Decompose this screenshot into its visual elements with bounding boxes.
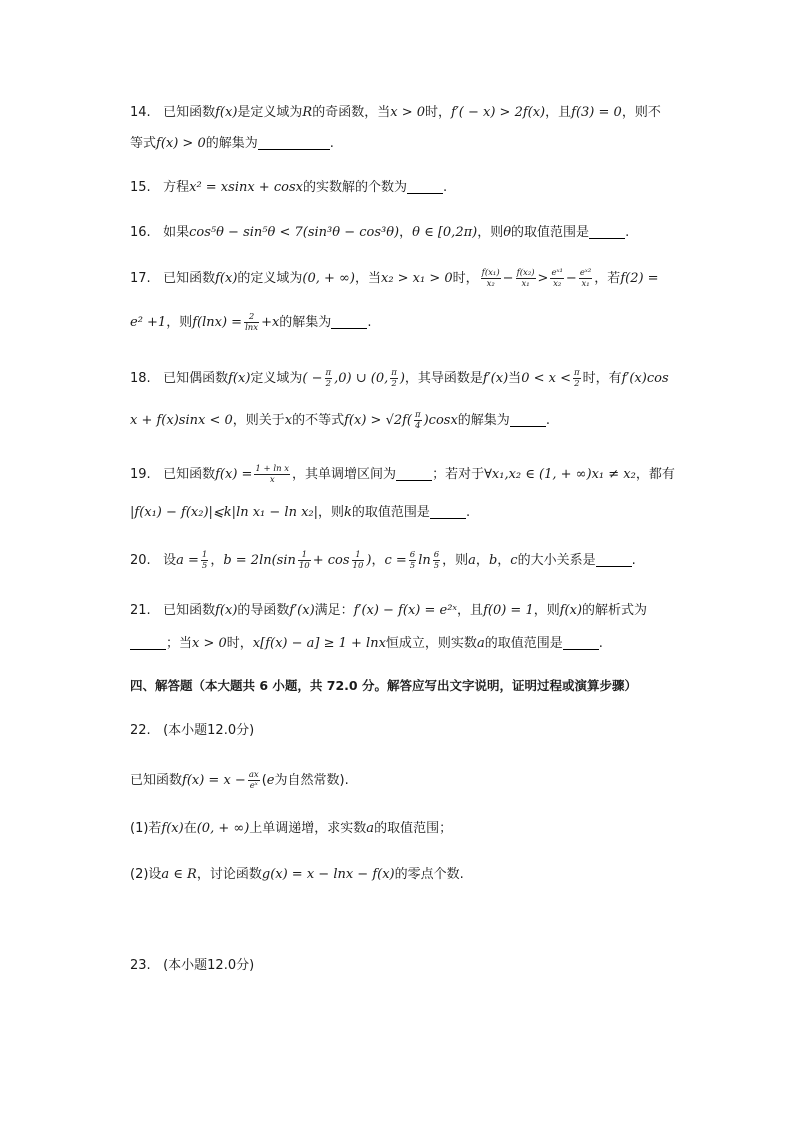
q18-math: f(x) > √2f( (344, 413, 413, 428)
q22-header (130, 720, 254, 742)
q18-text: . (545, 413, 550, 428)
fraction-numerator: π (325, 368, 332, 378)
q14-math: R (302, 105, 313, 120)
q18-math: 0 < x < (521, 371, 571, 386)
fraction-numerator: 1 + ln x (255, 464, 290, 474)
q22-text: 的取值范围； (374, 821, 453, 836)
q17-math: − (565, 271, 577, 286)
q22-math: a (366, 821, 375, 836)
q20-math: b = 2ln(sin (223, 553, 296, 568)
q14-line-1 (130, 102, 661, 124)
q21-text: 时， (226, 636, 253, 651)
q19-text: 的取值范围是 (351, 505, 430, 520)
q22-text: ( (261, 773, 267, 788)
answer-blank[interactable] (258, 135, 330, 150)
q17-math: e² +1 (130, 315, 167, 330)
q17-fraction (244, 312, 259, 333)
q18-text: 已知偶函数 (163, 371, 229, 386)
q14-line-2 (130, 133, 334, 155)
fraction-denominator: 5 (433, 561, 440, 571)
q15-text: 方程 (163, 180, 190, 195)
q16-text: ，则 (477, 225, 504, 240)
answer-blank[interactable] (510, 412, 546, 427)
q21-text: 已知函数 (163, 603, 216, 618)
q19-math: f(x) = (215, 467, 253, 482)
answer-blank[interactable] (589, 224, 625, 239)
q22-fraction (248, 770, 260, 791)
q20-math: b (488, 553, 498, 568)
q18-text: ，则关于 (232, 413, 285, 428)
q17-text: ，则 (166, 315, 193, 330)
q21-text: 的导函数 (237, 603, 290, 618)
fraction-denominator: 2 (325, 379, 332, 389)
q20-math: c = (384, 553, 407, 568)
q19-math: |f(x₁) − f(x₂)|⩽k|ln x₁ − ln x₂| (130, 505, 319, 520)
q18-text: 定义域为 (250, 371, 303, 386)
q17-line-2 (130, 312, 371, 334)
fraction-denominator: 5 (201, 561, 208, 571)
q16-text: 的取值范围是 (511, 225, 590, 240)
q21-math: x > 0 (192, 636, 227, 651)
q22-math: a ∈ R (161, 867, 197, 882)
fraction-numerator: 6 (433, 550, 440, 560)
q21-math: f′(x) (289, 603, 315, 618)
answer-blank[interactable] (596, 552, 632, 567)
q17-text: 的解集为 (279, 315, 332, 330)
fraction-numerator: 2 (244, 312, 259, 323)
q21-math: a (476, 636, 485, 651)
fraction-numerator: π (573, 368, 580, 378)
q18-line-1 (130, 368, 669, 390)
fraction-numerator: f(x₁) (481, 268, 500, 278)
q21-number: 21. (130, 603, 151, 618)
q19-text: . (465, 505, 471, 520)
q17-fraction (579, 268, 592, 289)
q17-text: . (367, 315, 372, 330)
q21-math: f(x) (215, 603, 238, 618)
q15-number: 15. (130, 180, 151, 195)
q18-math: f′(x) (482, 371, 509, 386)
q18-math: ,0) ∪ (0, (334, 371, 389, 386)
q20-math: ln (418, 553, 431, 568)
q22-stem (130, 770, 349, 792)
fraction-denominator: x₁ (521, 279, 530, 289)
fraction-numerator: 1 (352, 550, 365, 561)
q17-math: +x (261, 315, 280, 330)
q20-fraction (352, 550, 365, 571)
q20-text: ， (475, 553, 489, 568)
q20-fraction (201, 550, 208, 571)
q17-fraction (481, 268, 501, 289)
q19-number: 19. (130, 467, 151, 482)
q18-fraction (573, 368, 581, 389)
fraction-denominator: x₂ (486, 279, 495, 289)
q17-math: f(lnx) = (192, 315, 243, 330)
q17-math: (0, + ∞) (302, 271, 355, 286)
q14-text: ，且 (545, 105, 572, 120)
q19-line-2 (130, 502, 470, 524)
q18-math: )cosx (423, 413, 458, 428)
q15-text: . (442, 180, 448, 195)
fraction-numerator: 6 (409, 550, 416, 560)
q22-score: (本小题12.0分) (163, 723, 255, 738)
q20-fraction (409, 550, 416, 571)
q22-math: (0, + ∞) (196, 821, 250, 836)
q20-text: ，则 (442, 553, 469, 568)
q20-text: ， (497, 553, 511, 568)
q20-text: ， (210, 553, 224, 568)
answer-blank[interactable] (331, 314, 367, 329)
q20-math: a (468, 553, 476, 568)
q18-text: 时，有 (582, 371, 622, 386)
answer-blank[interactable] (130, 635, 166, 650)
q21-math: f(x) (559, 603, 583, 618)
q20-math: + cos (312, 553, 350, 568)
q22-text: ，讨论函数 (196, 867, 262, 882)
q14-math: f′( − x) > 2f(x) (451, 105, 546, 120)
q14-text: 时， (425, 105, 452, 120)
q14-text: 的奇函数，当 (312, 105, 391, 120)
q17-text: ，当 (354, 271, 381, 286)
fraction-denominator: 4 (415, 421, 421, 431)
fraction-denominator: 10 (298, 561, 310, 571)
q21-text: ，且 (457, 603, 484, 618)
q17-math: − (502, 271, 514, 286)
q18-line-2 (130, 410, 550, 432)
q18-math: f′(x)cos (621, 371, 669, 386)
fraction-numerator: eˣ¹ (551, 268, 563, 278)
q20-math: c (510, 553, 518, 568)
q23-score: (本小题12.0分) (163, 958, 255, 973)
q23-header (130, 955, 254, 977)
fraction-denominator: eˣ (249, 781, 258, 791)
q22-math: e (266, 773, 275, 788)
q21-text: . (598, 636, 603, 651)
q21-line-2 (130, 633, 603, 655)
q18-number: 18. (130, 371, 151, 386)
q15-math: x² = xsinx + cosx (189, 180, 303, 195)
q23-number: 23. (130, 958, 151, 973)
q22-text: (2)设 (130, 867, 162, 882)
q22-text: 的零点个数. (394, 867, 464, 882)
q14-math: f(x) (215, 105, 238, 120)
q21-text: ，则 (533, 603, 560, 618)
q18-text: 当 (508, 371, 522, 386)
q22-part-1 (130, 818, 452, 840)
q15-line (130, 177, 447, 199)
fraction-denominator: x (269, 475, 275, 485)
q16-number: 16. (130, 225, 151, 240)
q17-math: > (537, 271, 549, 286)
answer-blank[interactable] (430, 504, 466, 519)
fraction-numerator: π (391, 368, 397, 378)
q22-part-2 (130, 864, 464, 886)
q19-text: ；若对于 (432, 467, 485, 482)
fraction-numerator: f(x₂) (516, 268, 535, 278)
q17-fraction (516, 268, 536, 289)
q16-text: 如果 (163, 225, 190, 240)
q22-math: g(x) = x − lnx − f(x) (261, 867, 395, 882)
answer-blank[interactable] (563, 635, 599, 650)
fraction-denominator: 10 (352, 561, 364, 571)
q17-text: 的定义域为 (237, 271, 303, 286)
fraction-denominator: x₁ (581, 279, 590, 289)
q22-text: (1)若 (130, 821, 162, 836)
q20-fraction (298, 550, 311, 571)
fraction-denominator: x₂ (553, 279, 562, 289)
q14-text: 已知函数 (163, 105, 216, 120)
q20-text: ， (371, 553, 385, 568)
q18-math: ) (399, 371, 405, 386)
q22-text: 为自然常数) (274, 773, 345, 788)
q14-math: f(3) = 0 (571, 105, 622, 120)
q19-text: 已知函数 (163, 467, 216, 482)
q18-math: ( − (302, 371, 323, 386)
q14-math: x > 0 (390, 105, 425, 120)
fraction-denominator: lnx (245, 323, 259, 333)
q21-text: 恒成立，则实数 (385, 636, 477, 651)
q22-number: 22. (130, 723, 151, 738)
q21-math: f′(x) − f(x) = e²ˣ (353, 603, 458, 618)
q21-text: 满足： (314, 603, 354, 618)
q14-text: . (329, 136, 334, 151)
q14-text: ，则不 (621, 105, 661, 120)
fraction-numerator: eˣ² (579, 268, 592, 278)
q22-text: 上单调递增，求实数 (249, 821, 367, 836)
fraction-denominator: 5 (409, 561, 416, 571)
q17-math: f(2) = (620, 271, 659, 286)
q22-math: f(x) (161, 821, 184, 836)
q17-fraction (550, 268, 563, 289)
q17-number: 17. (130, 271, 151, 286)
q18-fraction (414, 410, 422, 431)
q17-math: f(x) (215, 271, 238, 286)
q21-math: f(0) = 1 (483, 603, 534, 618)
q14-text: 的解集为 (205, 136, 258, 151)
q16-text: . (625, 225, 630, 240)
q16-text: ， (399, 225, 413, 240)
q17-text: 已知函数 (163, 271, 216, 286)
fraction-denominator: 2 (574, 379, 580, 389)
q16-math: θ (503, 225, 512, 240)
section-heading: 四、解答题（本大题共 6 小题，共 72.0 分。解答应写出文字说明，证明过程或演算步骤） (130, 678, 637, 693)
q20-number: 20. (130, 553, 151, 568)
q16-line (130, 222, 629, 244)
q19-fraction (254, 464, 290, 485)
q19-math: k (344, 505, 352, 520)
answer-blank[interactable] (407, 179, 443, 194)
q19-math: ∀x₁,x₂ ∈ (1, + ∞)x₁ ≠ x₂ (484, 467, 636, 482)
q19-text: ，则 (318, 505, 345, 520)
q16-math: θ ∈ [0,2π) (412, 225, 478, 240)
q19-line-1 (130, 464, 675, 486)
q18-fraction (325, 368, 333, 389)
q18-math: x (284, 413, 293, 428)
q21-line-1 (130, 600, 647, 622)
q22-math: f(x) = x − (182, 773, 246, 788)
q18-text: ，其导函数是 (404, 371, 483, 386)
q17-text: ，若 (594, 271, 621, 286)
q14-text: 等式 (130, 136, 157, 151)
q21-text: 的取值范围是 (484, 636, 563, 651)
q19-text: ，都有 (635, 467, 675, 482)
fraction-numerator: ax (248, 770, 259, 780)
q19-text: ，其单调增区间为 (292, 467, 397, 482)
q20-math: a = (176, 553, 199, 568)
q18-text: 的不等式 (292, 413, 345, 428)
fraction-numerator: π (415, 410, 421, 420)
q20-math: ) (366, 553, 372, 568)
q20-text: 的大小关系是 (517, 553, 596, 568)
fraction-numerator: 1 (201, 550, 208, 560)
q14-text: 是定义域为 (237, 105, 303, 120)
fraction-denominator: 2 (391, 379, 397, 389)
q16-math: cos⁵θ − sin⁵θ < 7(sin³θ − cos³θ) (189, 225, 400, 240)
q22-text: 在 (183, 821, 197, 836)
fraction-numerator: 1 (298, 550, 311, 561)
q21-text: ；当 (166, 636, 193, 651)
q20-text: 设 (163, 553, 177, 568)
q20-line (130, 550, 636, 572)
q18-math: f(x) (228, 371, 251, 386)
q17-line-1 (130, 268, 659, 290)
q17-text: 时， (452, 271, 479, 286)
q21-text: 的解析式为 (582, 603, 648, 618)
q20-fraction (433, 550, 440, 571)
q21-math: x[f(x) − a] ≥ 1 + lnx (252, 636, 386, 651)
q18-fraction (390, 368, 398, 389)
q22-text: 已知函数 (130, 773, 183, 788)
q20-text: . (631, 553, 636, 568)
q14-math: f(x) > 0 (156, 136, 206, 151)
q17-math: x₂ > x₁ > 0 (380, 271, 453, 286)
q22-text: . (344, 773, 349, 788)
answer-blank[interactable] (396, 466, 432, 481)
q18-text: 的解集为 (457, 413, 510, 428)
q14-number: 14. (130, 105, 151, 120)
q15-text: 的实数解的个数为 (302, 180, 407, 195)
q18-math: x + f(x)sinx < 0 (130, 413, 233, 428)
